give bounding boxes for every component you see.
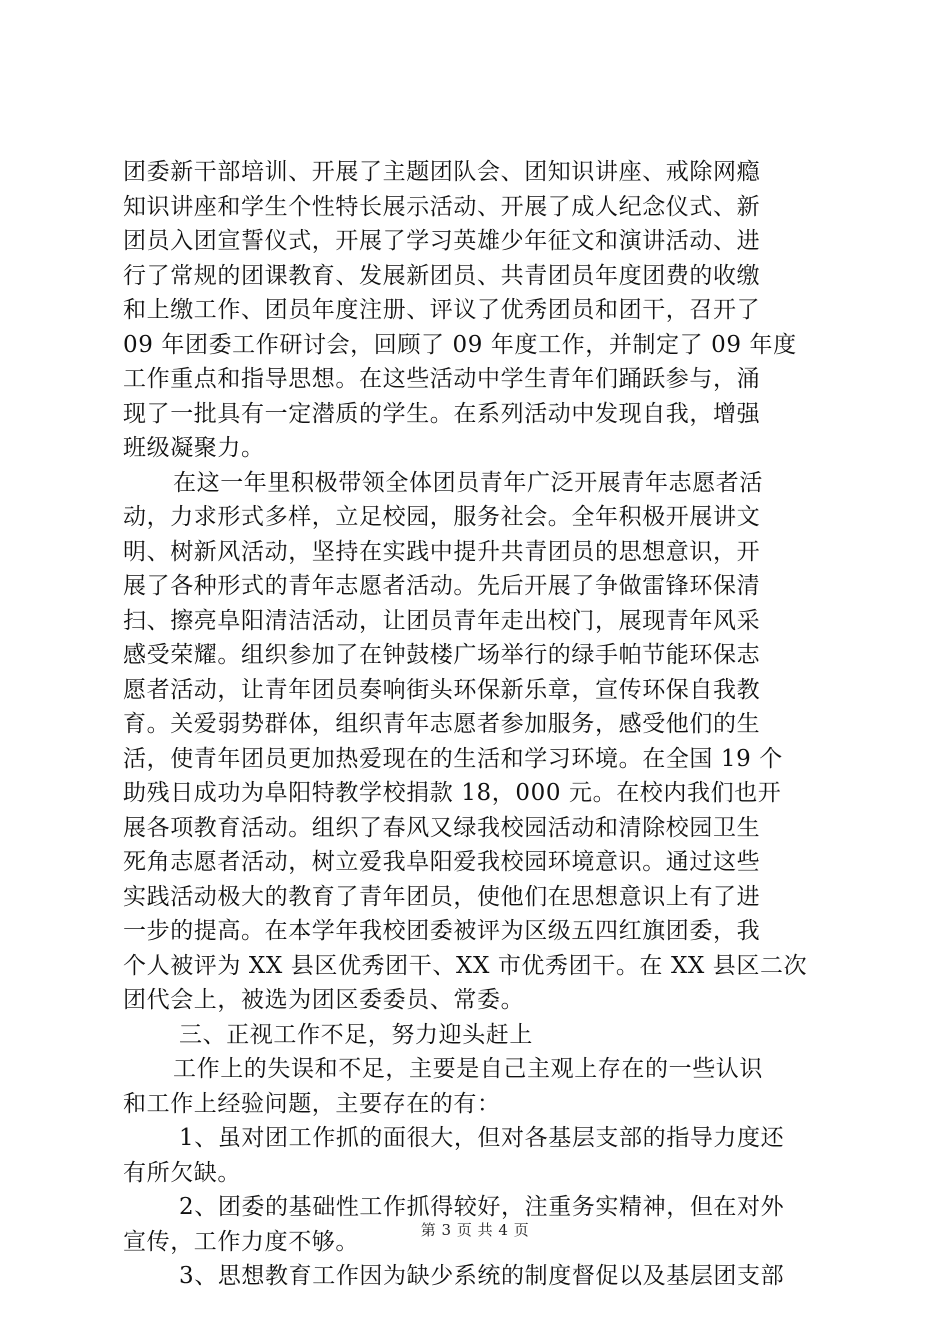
text-line: 班级凝聚力。 <box>123 435 265 461</box>
text-line: 动，力求形式多样，立足校园，服务社会。全年积极开展讲文 <box>123 504 761 530</box>
text-line: 现了一批具有一定潜质的学生。在系列活动中发现自我，增强 <box>123 400 761 427</box>
text-line: 个人被评为 XX 县区优秀团干、XX 市优秀团干。在 XX 县区二次 <box>123 952 808 979</box>
page-number-footer: 第 3 页 共 4 页 <box>420 1221 530 1239</box>
text-line: 助残日成功为阜阳特教学校捐款 18，000 元。在校内我们也开 <box>123 780 782 806</box>
text-line: 和上缴工作、团员年度注册、评议了优秀团员和团干，召开了 <box>123 297 761 323</box>
text-line: 死角志愿者活动，树立爱我阜阳爱我校园环境意识。通过这些 <box>123 849 761 875</box>
list-item: 2、团委的基础性工作抓得较好，注重务实精神，但在对外 <box>179 1194 785 1220</box>
text-line: 工作上的失误和不足，主要是自己主观上存在的一些认识 <box>173 1056 763 1082</box>
text-line: 展了各种形式的青年志愿者活动。先后开展了争做雷锋环保清 <box>123 573 761 599</box>
text-line: 育。关爱弱势群体，组织青年志愿者参加服务，感受他们的生 <box>123 711 761 737</box>
text-line: 知识讲座和学生个性特长展示活动、开展了成人纪念仪式、新 <box>123 193 761 220</box>
text-line: 和工作上经验问题，主要存在的有： <box>123 1090 501 1117</box>
text-line: 一步的提高。在本学年我校团委被评为区级五四红旗团委，我 <box>123 918 761 944</box>
text-line: 愿者活动，让青年团员奏响街头环保新乐章，宣传环保自我教 <box>123 676 761 703</box>
text-line: 09 年团委工作研讨会，回顾了 09 年度工作，并制定了 09 年度 <box>123 331 797 358</box>
text-line: 宣传，工作力度不够。 <box>123 1228 359 1255</box>
text-line: 扫、擦亮阜阳清洁活动，让团员青年走出校门，展现青年风采 <box>123 607 761 634</box>
text-line: 实践活动极大的教育了青年团员，使他们在思想意识上有了进 <box>123 883 761 910</box>
text-line: 工作重点和指导思想。在这些活动中学生青年们踊跃参与，涌 <box>123 366 761 392</box>
text-line: 展各项教育活动。组织了春风又绿我校园活动和清除校园卫生 <box>123 814 761 841</box>
text-line: 感受荣耀。组织参加了在钟鼓楼广场举行的绿手帕节能环保志 <box>123 642 761 668</box>
body-text <box>123 155 835 1294</box>
text-line: 有所欠缺。 <box>123 1159 241 1186</box>
text-line: 在这一年里积极带领全体团员青年广泛开展青年志愿者活 <box>173 469 763 496</box>
text-line: 团代会上，被选为团区委委员、常委。 <box>123 987 525 1013</box>
section-heading: 三、正视工作不足，努力迎头赶上 <box>179 1021 533 1048</box>
list-item: 1、虽对团工作抓的面很大，但对各基层支部的指导力度还 <box>179 1125 785 1151</box>
text-line: 行了常规的团课教育、发展新团员、共青团员年度团费的收缴 <box>123 262 761 289</box>
text-line: 明、树新风活动，坚持在实践中提升共青团员的思想意识，开 <box>123 538 761 565</box>
list-item: 3、思想教育工作因为缺少系统的制度督促以及基层团支部 <box>179 1263 785 1289</box>
text-line: 团员入团宣誓仪式，开展了学习英雄少年征文和演讲活动、进 <box>123 228 761 254</box>
text-line: 活，使青年团员更加热爱现在的生活和学习环境。在全国 19 个 <box>123 745 783 772</box>
text-line: 团委新干部培训、开展了主题团队会、团知识讲座、戒除网瘾 <box>123 159 761 185</box>
